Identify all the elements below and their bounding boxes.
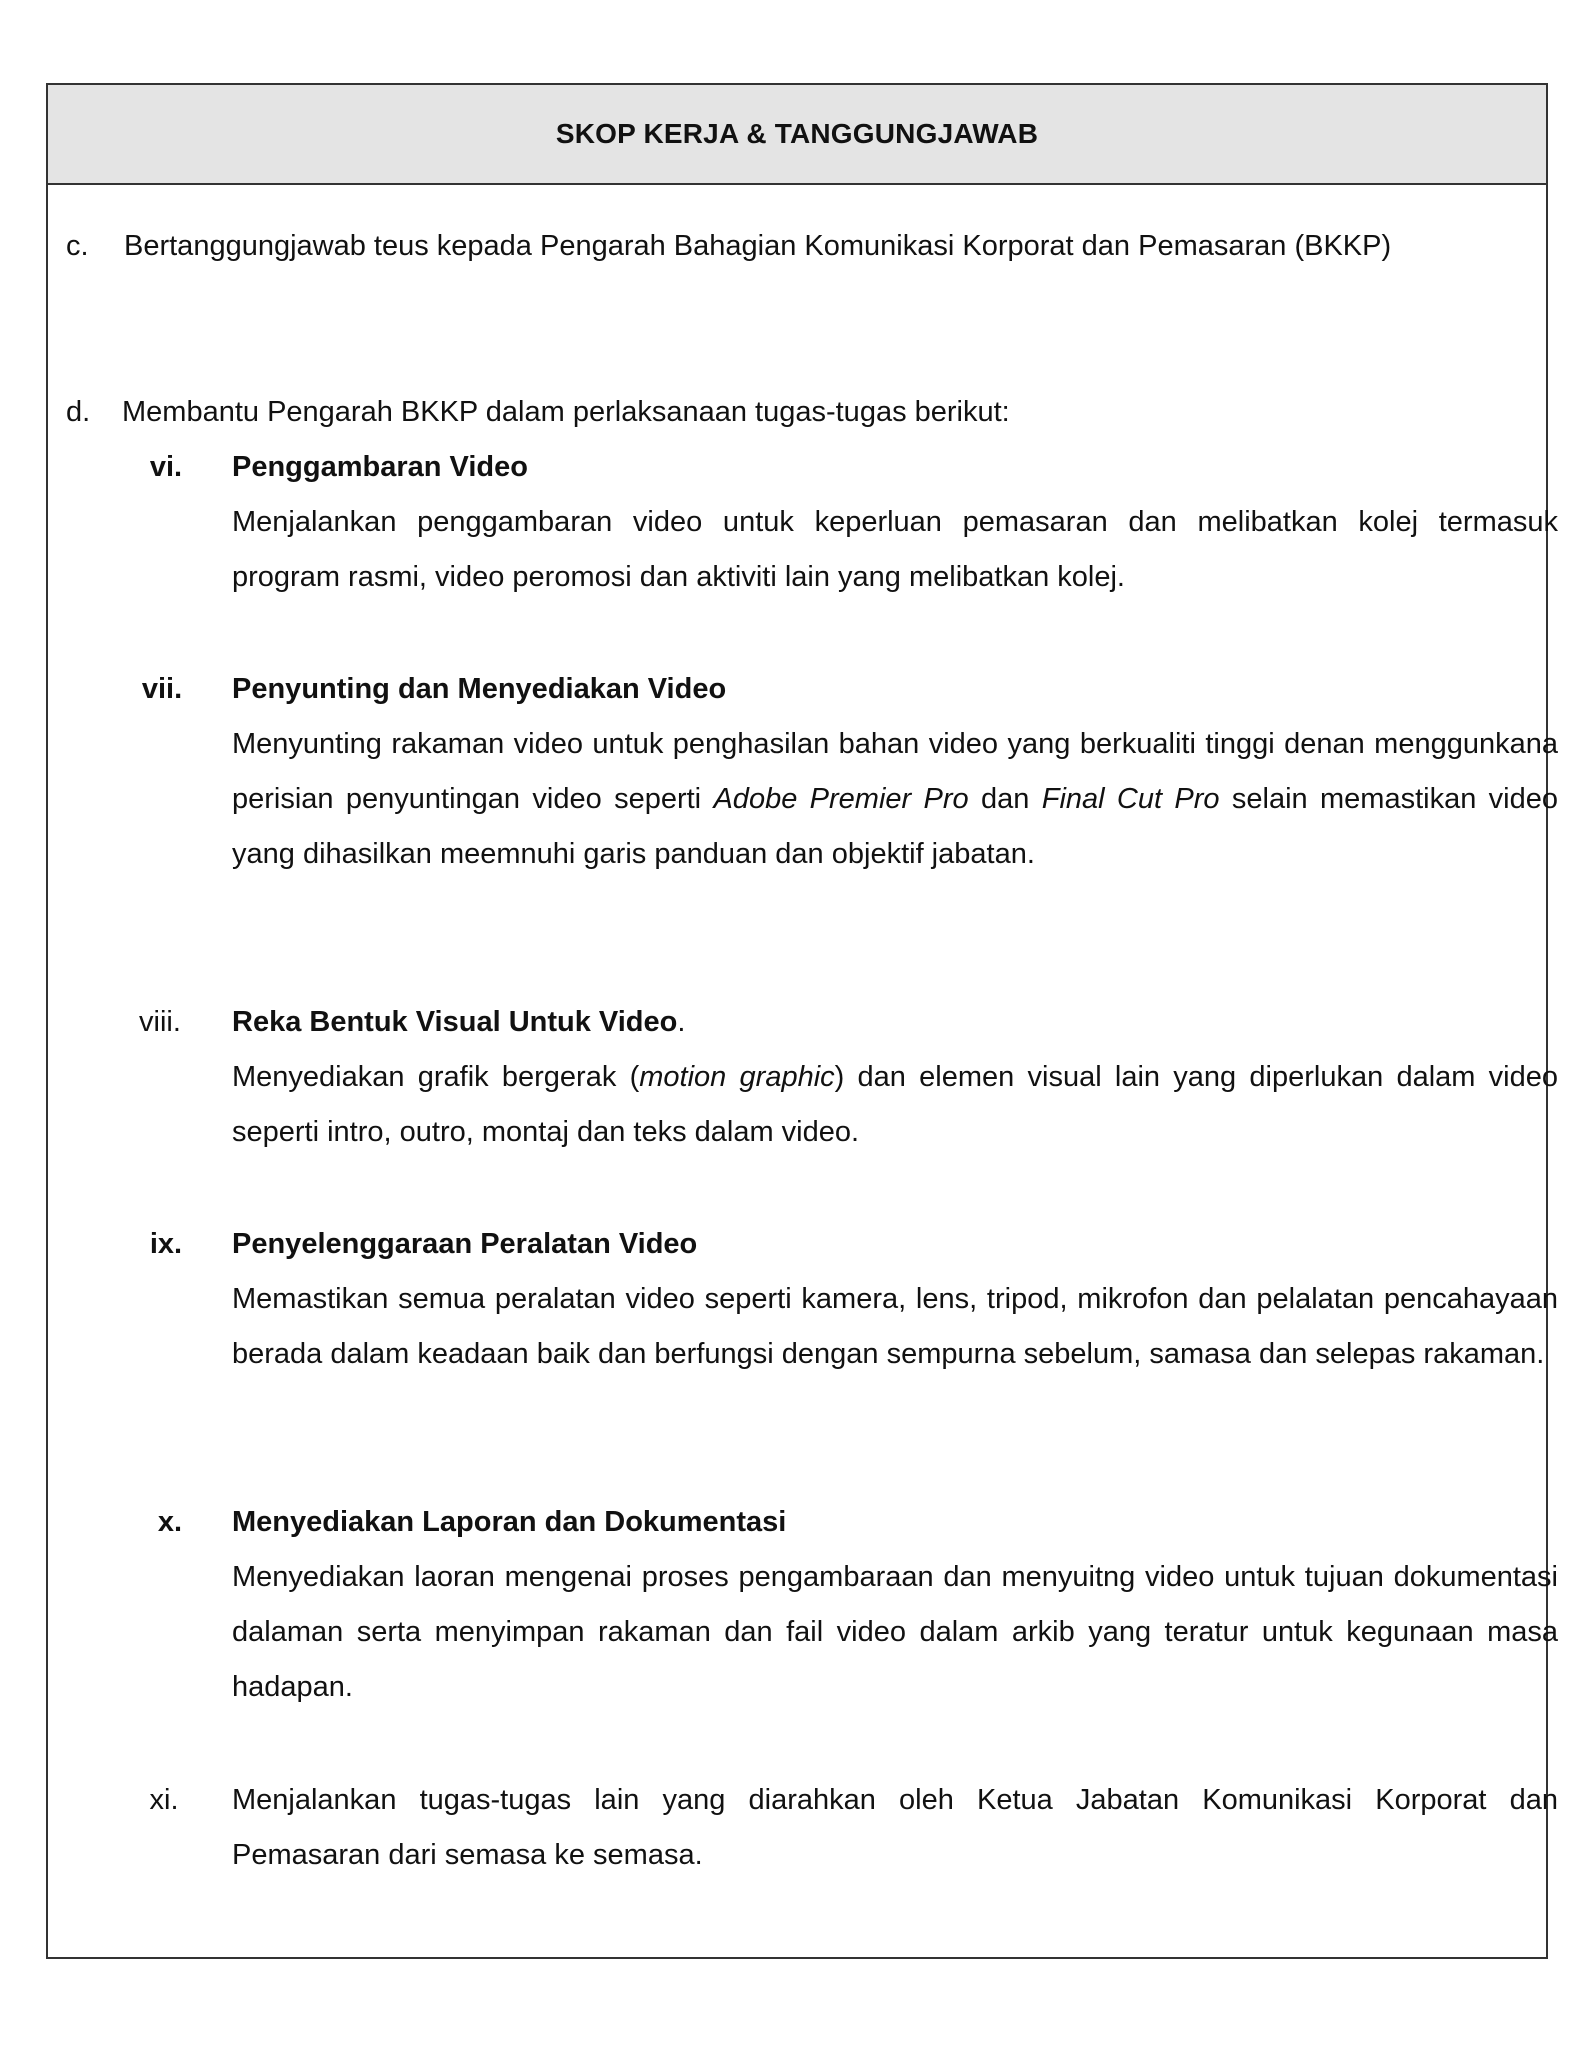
list-marker: d. (66, 396, 91, 428)
subitem-title: Penggambaran Video (232, 451, 528, 483)
subitem-title: Penyelenggaraan Peralatan Video (232, 1228, 698, 1260)
list-item-text: Membantu Pengarah BKKP dalam perlaksanaan tugas-tugas berikut: (122, 396, 1010, 428)
subitem-description: Menyediakan laoran mengenai proses pengambaraan dan menyuitng video untuk tujuan dokumentasi dalaman serta menyimpan rakaman dan fail video dalam arkib yang teratur untuk kegunaan masa hadapan. (232, 1561, 1558, 1703)
subitem-description: Memastikan semua peralatan video seperti kamera, lens, tripod, mikrofon dan pelalatan pencahayaan berada dalam keadaan baik dan berfungsi dengan sempurna sebelum, samasa dan selepas rakaman. (232, 1283, 1558, 1370)
subitem-number: ix. (149, 1228, 183, 1260)
subitem-description: Menyediakan grafik bergerak (motion graphic) dan elemen visual lain yang diperlukan dalam video seperti intro, outro, montaj dan teks dalam video. (232, 1061, 1559, 1148)
subitem-number: vii. (141, 673, 183, 705)
subitem-description: Menyunting rakaman video untuk penghasilan bahan video yang berkualiti tinggi denan menggunkana perisian penyuntingan video seperti Adobe Premier Pro dan Final Cut Pro selain memastikan video yang dihasilkan meemnuhi garis panduan dan objektif jabatan. (232, 728, 1559, 870)
table-header (48, 85, 1546, 185)
subitem-number: x. (157, 1506, 183, 1538)
subitem-description: Menjalankan tugas-tugas lain yang diarahkan oleh Ketua Jabatan Komunikasi Korporat dan Pemasaran dari semasa ke semasa. (232, 1784, 1558, 1871)
scope-table (46, 83, 1559, 1959)
subitem-number: viii. (139, 1006, 181, 1038)
subitem-title: Menyediakan Laporan dan Dokumentasi (232, 1506, 787, 1538)
list-item-text: Bertanggungjawab teus kepada Pengarah Bahagian Komunikasi Korporat dan Pemasaran (BKKP) (124, 230, 1392, 262)
table-title: SKOP KERJA & TANGGUNGJAWAB (555, 118, 1039, 149)
subitem-title: Reka Bentuk Visual Untuk Video. (232, 1006, 686, 1038)
list-marker: c. (66, 230, 89, 262)
subitem-number: xi. (149, 1784, 179, 1816)
subitem-title: Penyunting dan Menyediakan Video (232, 673, 727, 705)
subitem-number: vi. (149, 451, 183, 483)
subitem-description: Menjalankan penggambaran video untuk keperluan pemasaran dan melibatkan kolej termasuk program rasmi, video peromosi dan aktiviti lain yang melibatkan kolej. (232, 506, 1558, 593)
